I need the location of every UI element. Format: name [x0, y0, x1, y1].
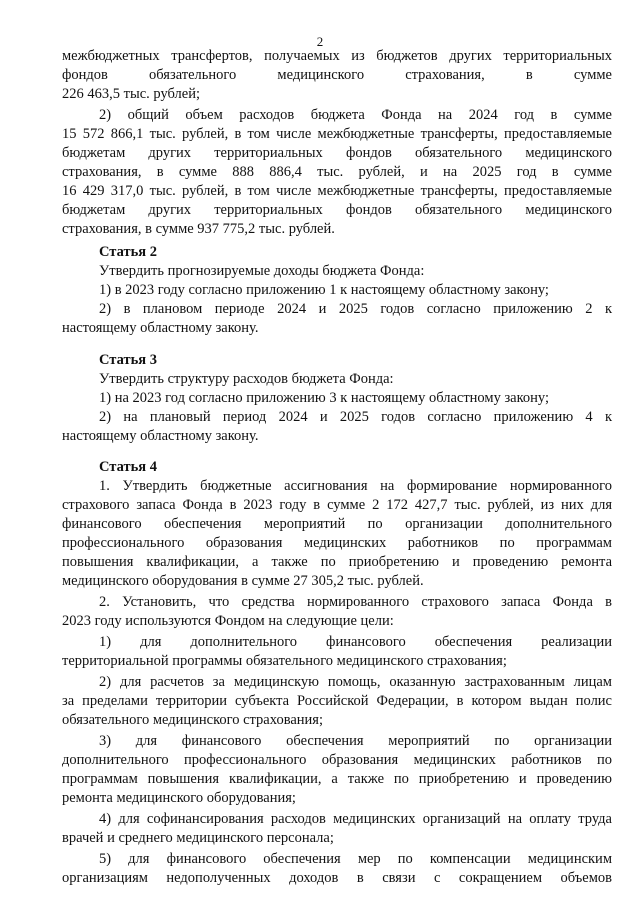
article-heading: Статья 3 — [99, 352, 157, 368]
text-line: дополнительного профессионального образования медицинских работников по — [62, 752, 612, 768]
text-line: настоящему областному закону. — [62, 428, 259, 444]
text-line: медицинского оборудования в сумме 27 305,2 тыс. рублей. — [62, 573, 424, 589]
text-line: повышения квалификации, а также по приобретению и проведению ремонта — [62, 554, 612, 570]
text-line: за пределами территории субъекта Российской Федерации, в котором выдан полис — [62, 693, 612, 709]
page-number: 2 — [316, 34, 324, 49]
text-line: фондов обязательного медицинского страхования, в сумме — [62, 67, 612, 83]
text-line: 2) для расчетов за медицинскую помощь, оказанную застрахованным лицам — [99, 674, 612, 690]
text-line: ремонта медицинского оборудования; — [62, 790, 296, 806]
text-line: территориальной программы обязательного медицинского страхования; — [62, 653, 507, 669]
text-line: 1) для дополнительного финансового обеспечения реализации — [99, 634, 612, 650]
text-line: Утвердить прогнозируемые доходы бюджета Фонда: — [99, 263, 425, 279]
text-line: 2. Установить, что средства нормированного страхового запаса Фонда в — [99, 594, 612, 610]
text-line: 2) общий объем расходов бюджета Фонда на 2024 год в сумме — [99, 107, 612, 123]
text-line: 1. Утвердить бюджетные ассигнования на формирование нормированного — [99, 478, 612, 494]
text-line: 226 463,5 тыс. рублей; — [62, 86, 200, 102]
text-line: 2) на плановый период 2024 и 2025 годов согласно приложению 4 к — [99, 409, 612, 425]
text-line: страхования, в сумме 888 886,4 тыс. рублей, и на 2025 год в сумме — [62, 164, 612, 180]
article-heading: Статья 4 — [99, 459, 157, 475]
text-line: профессионального образования медицинских работников по программам — [62, 535, 612, 551]
text-line: страхования, в сумме 937 775,2 тыс. рублей. — [62, 221, 335, 237]
text-line: бюджетам других территориальных фондов обязательного медицинского — [62, 145, 612, 161]
text-line: настоящему областному закону. — [62, 320, 259, 336]
text-line: 3) для финансового обеспечения мероприятий по организации — [99, 733, 612, 749]
text-line: 1) на 2023 год согласно приложению 3 к настоящему областному закону; — [99, 390, 550, 406]
text-line: обязательного медицинского страхования; — [62, 712, 323, 728]
text-line: организациям недополученных доходов в связи с сокращением объемов — [62, 870, 612, 886]
text-line: 5) для финансового обеспечения мер по компенсации медицинским — [99, 851, 612, 867]
text-line: финансового обеспечения мероприятий по организации дополнительного — [62, 516, 612, 532]
text-line: программам повышения квалификации, а также по приобретению и проведению — [62, 771, 612, 787]
text-line: 15 572 866,1 тыс. рублей, в том числе межбюджетные трансферты, предоставляемые — [62, 126, 612, 142]
text-line: 16 429 317,0 тыс. рублей, в том числе межбюджетные трансферты, предоставляемые — [62, 183, 612, 199]
text-line: межбюджетных трансфертов, получаемых из бюджетов других территориальных — [62, 48, 612, 64]
text-line: Утвердить структуру расходов бюджета Фонда: — [99, 371, 394, 387]
text-line: бюджетам других территориальных фондов обязательного медицинского — [62, 202, 612, 218]
text-line: 2023 году используются Фондом на следующие цели: — [62, 613, 394, 629]
text-line: 2) в плановом периоде 2024 и 2025 годов согласно приложению 2 к — [99, 301, 612, 317]
article-heading: Статья 2 — [99, 244, 157, 260]
text-line: 4) для софинансирования расходов медицинских организаций на оплату труда — [99, 811, 612, 827]
text-line: 1) в 2023 году согласно приложению 1 к настоящему областному закону; — [99, 282, 549, 298]
text-line: врачей и среднего медицинского персонала; — [62, 830, 334, 846]
text-line: страхового запаса Фонда в 2023 году в сумме 2 172 427,7 тыс. рублей, из них для — [62, 497, 612, 513]
